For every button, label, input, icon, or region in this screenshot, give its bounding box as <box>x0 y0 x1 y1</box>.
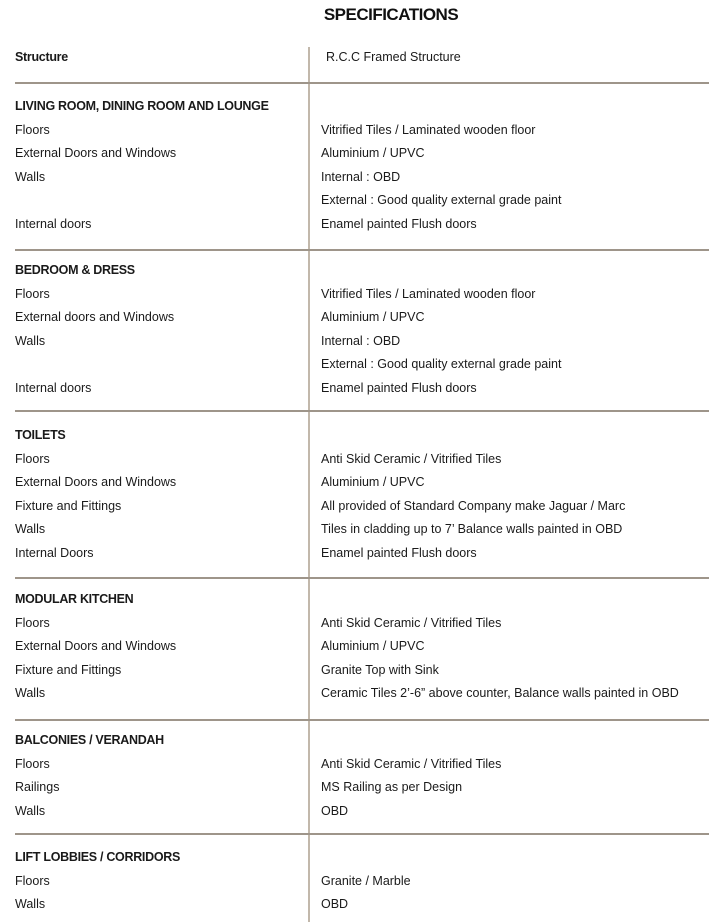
section-divider <box>15 410 709 412</box>
page-title: SPECIFICATIONS <box>323 5 459 24</box>
spec-value: All provided of Standard Company make Jaguar / Marc <box>321 498 626 513</box>
spec-label: External Doors and Windows <box>15 639 177 653</box>
spec-row <box>0 519 709 539</box>
spec-row <box>0 777 709 797</box>
spec-value: Anti Skid Ceramic / Vitrified Tiles <box>321 756 502 771</box>
structure-row <box>0 47 709 67</box>
spec-row <box>0 449 709 469</box>
section-heading-row <box>0 260 709 280</box>
section-heading: TOILETS <box>15 428 66 442</box>
spec-row <box>0 120 709 140</box>
spec-value: Granite Top with Sink <box>321 662 439 677</box>
spec-row <box>0 754 709 774</box>
spec-label: External doors and Windows <box>15 310 175 324</box>
spec-label: Walls <box>15 803 46 818</box>
spec-label: Floors <box>15 756 50 771</box>
spec-row <box>0 472 709 492</box>
spec-value: Vitrified Tiles / Laminated wooden floor <box>321 286 536 301</box>
spec-label: Floors <box>15 873 50 888</box>
spec-label: External Doors and Windows <box>15 146 177 160</box>
section-heading-row <box>0 589 709 609</box>
spec-label: Walls <box>15 522 46 536</box>
spec-value: Aluminium / UPVC <box>321 475 425 489</box>
spec-row <box>0 378 709 398</box>
spec-value: Aluminium / UPVC <box>321 146 425 160</box>
spec-label: Fixture and Fittings <box>15 498 122 513</box>
spec-row <box>0 683 709 703</box>
spec-value: Ceramic Tiles 2’-6” above counter, Balance walls painted in OBD <box>321 686 679 700</box>
spec-value: Enamel painted Flush doors <box>321 380 477 395</box>
section-heading: BALCONIES / VERANDAH <box>15 733 164 747</box>
spec-value: Enamel painted Flush doors <box>321 545 477 560</box>
spec-label: Floors <box>15 451 50 466</box>
section-heading-row <box>0 425 709 445</box>
spec-row <box>0 354 709 374</box>
section-heading-row <box>0 847 709 867</box>
structure-label: Structure <box>15 50 68 64</box>
spec-row <box>0 167 709 187</box>
spec-row <box>0 307 709 327</box>
spec-row <box>0 613 709 633</box>
spec-label: Floors <box>15 122 50 137</box>
spec-label: Walls <box>15 686 46 700</box>
spec-value: OBD <box>321 897 349 911</box>
spec-label: Floors <box>15 615 50 630</box>
spec-value: OBD <box>321 803 349 818</box>
section-divider <box>15 577 709 579</box>
spec-label: Internal doors <box>15 380 92 395</box>
section-heading-row <box>0 730 709 750</box>
spec-value: Granite / Marble <box>321 873 411 888</box>
spec-row <box>0 636 709 656</box>
spec-label: External Doors and Windows <box>15 475 177 489</box>
spec-row <box>0 801 709 821</box>
section-heading: LIFT LOBBIES / CORRIDORS <box>15 850 181 864</box>
spec-value: External : Good quality external grade paint <box>321 357 562 371</box>
spec-row <box>0 660 709 680</box>
spec-row <box>0 331 709 351</box>
spec-label: Floors <box>15 286 50 301</box>
spec-row <box>0 190 709 210</box>
spec-row <box>0 143 709 163</box>
spec-value: Anti Skid Ceramic / Vitrified Tiles <box>321 615 502 630</box>
spec-value: Internal : OBD <box>321 333 401 348</box>
section-heading: MODULAR KITCHEN <box>15 592 134 606</box>
spec-label: Walls <box>15 897 46 911</box>
spec-value: MS Railing as per Design <box>321 780 463 794</box>
spec-row <box>0 894 709 914</box>
spec-row <box>0 871 709 891</box>
spec-value: Aluminium / UPVC <box>321 639 425 653</box>
spec-value: Tiles in cladding up to 7’ Balance walls painted in OBD <box>321 522 623 536</box>
section-divider <box>15 833 709 835</box>
section-heading-row <box>0 96 709 116</box>
spec-value: External : Good quality external grade paint <box>321 193 562 207</box>
spec-value: Aluminium / UPVC <box>321 310 425 324</box>
section-divider <box>15 82 709 84</box>
spec-row <box>0 496 709 516</box>
spec-label: Walls <box>15 169 46 184</box>
spec-label: Railings <box>15 780 60 794</box>
spec-value: Internal : OBD <box>321 169 401 184</box>
structure-value: R.C.C Framed Structure <box>326 50 461 64</box>
section-heading: BEDROOM & DRESS <box>15 263 135 277</box>
spec-row <box>0 543 709 563</box>
section-heading: LIVING ROOM, DINING ROOM AND LOUNGE <box>15 99 269 113</box>
section-divider <box>15 249 709 251</box>
spec-value: Enamel painted Flush doors <box>321 216 477 231</box>
spec-label: Internal Doors <box>15 545 94 560</box>
spec-value: Vitrified Tiles / Laminated wooden floor <box>321 122 536 137</box>
spec-row <box>0 214 709 234</box>
spec-value: Anti Skid Ceramic / Vitrified Tiles <box>321 451 502 466</box>
spec-row <box>0 284 709 304</box>
section-divider <box>15 719 709 721</box>
spec-label: Fixture and Fittings <box>15 662 122 677</box>
spec-label: Walls <box>15 333 46 348</box>
spec-label: Internal doors <box>15 216 92 231</box>
